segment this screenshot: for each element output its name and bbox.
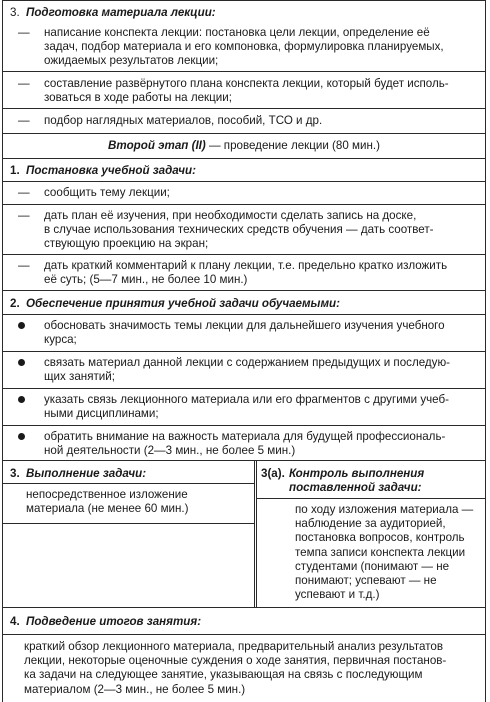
section-title: Постановка учебной задачи: [26, 164, 197, 177]
dash-marker: — [18, 209, 30, 222]
divider [3, 204, 485, 205]
dash-marker: — [18, 77, 30, 90]
divider [3, 314, 485, 315]
list-item: указать связь лекционного материала или его фрагментов с другими учеб- ными дисциплинами; [18, 393, 477, 421]
list-item: обратить внимание на важность материала для будущей профессиональ- ной деятельности (2—3 мин., не более 5 мин.) [18, 430, 477, 458]
divider [3, 483, 255, 484]
divider [3, 108, 485, 109]
section-title: Подведение итогов занятия: [26, 615, 202, 628]
section-number: 4. [10, 615, 20, 628]
section-header [10, 467, 146, 481]
task-3-row [2, 461, 486, 608]
stage-heading [2, 134, 486, 159]
section-number: 3. [10, 6, 20, 19]
task-3a-text: по ходу изложения материала — наблюдение за аудиторией, постановка вопросов, контроль темпа записи конспекта лекции студентами (понимают — не понимают; успевают — не успевают и т.д.) [295, 503, 474, 602]
dash-marker: — [18, 186, 30, 199]
task-3-text: непосредственное изложение материала (не менее 60 мин.) [26, 488, 189, 516]
stage-title: Второй этап (II) — проведение лекции (80 мин.) [108, 139, 380, 152]
task-4-text: краткий обзор лекционного материала, предварительный анализ результатов лекции, некоторые оценочные суждения о ходе занятия, первичная постанов- ка задачи на следующее занятие, указывающая на связь с последующим материалом (2—3 мин., не более 5 мин.) [24, 640, 447, 696]
list-item: — дать план её изучения, при необходимости сделать запись на доске, в случае использования технических средств обучения — дать соответ- ствующую проекцию на экран; [18, 209, 434, 251]
section-title: Контроль выполнения [289, 467, 425, 480]
section-title: Подготовка материала лекции: [26, 6, 216, 19]
divider [3, 181, 485, 182]
list-item: — составление развёрнутого плана конспекта лекции, который будет исполь- зоваться в ходе работы на лекции; [18, 77, 449, 105]
task-2-section [2, 291, 486, 461]
bullet-marker [18, 322, 25, 329]
bullet-marker [18, 396, 25, 403]
bullet-marker [18, 359, 25, 366]
section-header [10, 615, 201, 629]
section-number: 2. [10, 297, 20, 310]
task-1-section [2, 159, 486, 291]
preparation-section [2, 0, 486, 134]
dash-marker: — [18, 259, 30, 272]
list-item: обосновать значимость темы лекции для дальнейшего изучения учебного курса; [18, 319, 477, 347]
divider [3, 388, 485, 389]
divider [3, 71, 485, 72]
column-divider [256, 461, 257, 607]
section-number: 3(а). [261, 467, 285, 480]
section-number: 1. [10, 164, 20, 177]
list-item: — сообщить тему лекции; [18, 186, 170, 199]
section-header [10, 297, 340, 311]
list-item: связать материал данной лекции с содержанием предыдущих и последую- щих занятий; [18, 356, 477, 384]
bullet-marker [18, 433, 25, 440]
divider [256, 498, 485, 499]
section-title: Обеспечение принятия учебной задачи обучаемыми: [26, 297, 340, 310]
section-header [261, 467, 424, 495]
list-item: — дать краткий комментарий к плану лекции, т.е. предельно кратко изложить её суть; (5—7 мин., не более 10 мин.) [18, 259, 448, 287]
section-header [10, 6, 216, 20]
divider [3, 351, 485, 352]
dash-marker: — [18, 26, 30, 39]
divider [3, 425, 485, 426]
dash-marker: — [18, 114, 30, 127]
divider [3, 634, 485, 635]
list-item: — написание конспекта лекции: постановка цели лекции, определение её задач, подбор материала и его компоновка, формулировка планируемых, ожидаемых результатов лекции; [18, 26, 444, 68]
section-title: Выполнение задачи: [26, 467, 147, 480]
list-item: — подбор наглядных материалов, пособий, ТСО и др. [18, 114, 323, 127]
divider [3, 254, 485, 255]
task-4-section [2, 608, 486, 702]
divider [3, 523, 255, 524]
section-title-cont: поставленной задачи: [289, 481, 422, 495]
section-header [10, 164, 196, 178]
section-number: 3. [10, 467, 20, 480]
